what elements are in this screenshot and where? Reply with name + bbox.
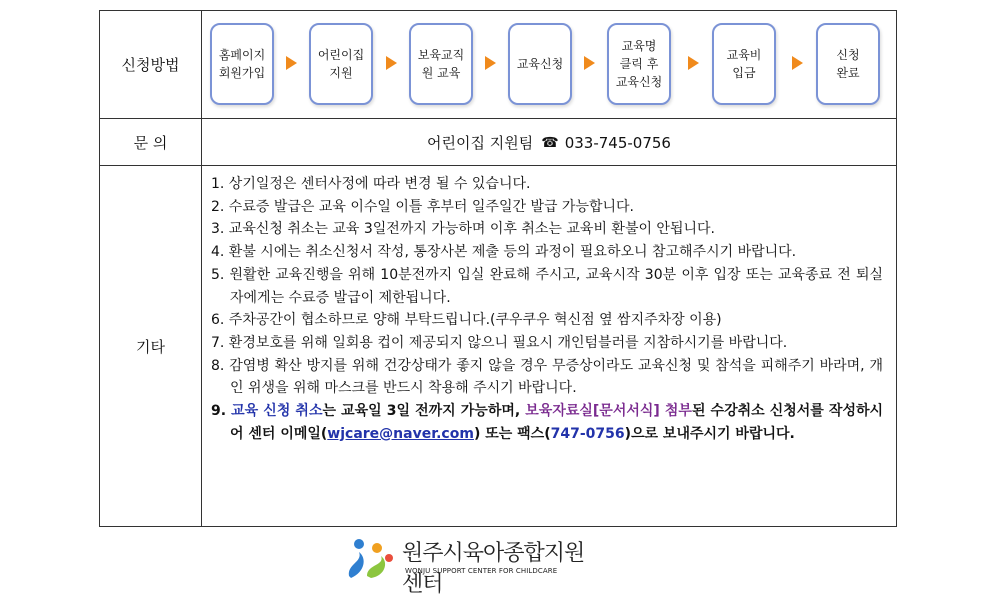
list-item: 2. 수료증 발급은 교육 이수일 이틀 후부터 일주일간 발급 가능합니다.: [211, 198, 635, 215]
item-text: 는 교육일 3일 전까지 가능하며,: [322, 403, 526, 420]
arrow-right-icon: [386, 56, 397, 70]
item-text: 된 수강취소 신청서를 작성하시어 센터 이메일(: [230, 403, 884, 442]
arrow-right-icon: [286, 56, 297, 70]
item-text: )으로 보내주시기 바랍니다.: [624, 425, 795, 442]
center-logo: [345, 536, 595, 597]
list-item: 7. 환경보호를 위해 일회용 컵이 제공되지 않으니 필요시 개인텀블러를 지참하시기를 바랍니다.: [211, 334, 788, 351]
step-homepage-signup: 홈페이지 회원가입: [210, 23, 274, 105]
arrow-right-icon: [485, 56, 496, 70]
contact-label: 문 의: [133, 133, 168, 152]
step-apply-education: 교육신청: [508, 23, 572, 105]
list-item: 8. 감염병 확산 방지를 위해 건강상태가 좋지 않을 경우 무증상이라도 교육신청 및 참석을 피해주기 바라며, 개인 위생을 위해 마스크를 반드시 착용해 주시기 바랍니다.: [211, 357, 883, 397]
phone-icon: ☎: [541, 134, 559, 151]
step-click-course: 교육명 클릭 후 교육신청: [607, 23, 671, 105]
step-daycare-support: 어린이집 지원: [309, 23, 373, 105]
fax-number: 747-0756: [550, 425, 625, 442]
notes-list: [211, 173, 883, 445]
item-number: 9.: [211, 403, 227, 420]
center-logo-icon: [345, 536, 397, 582]
item-text: ) 또는 팩스(: [473, 425, 551, 442]
contact-info: [202, 119, 896, 166]
info-table: [99, 10, 897, 527]
arrow-right-icon: [584, 56, 595, 70]
notes-label: 기타: [136, 337, 165, 356]
list-item: 5. 원활한 교육진행을 위해 10분전까지 입실 완료해 주시고, 교육시작 30분 이후 입장 또는 교육종료 전 퇴실자에게는 수료증 발급이 제한됩니다.: [211, 266, 883, 306]
cancel-highlight: 교육 신청 취소: [231, 403, 323, 420]
arrow-right-icon: [688, 56, 699, 70]
application-steps: [202, 11, 896, 118]
list-item: 1. 상기일정은 센터사정에 따라 변경 될 수 있습니다.: [211, 176, 531, 192]
logo-subtitle: WONJU SUPPORT CENTER FOR CHILDCARE: [405, 567, 558, 575]
archive-link[interactable]: 보육자료실[문서서식] 첨부: [525, 403, 692, 420]
list-item: 3. 교육신청 취소는 교육 3일전까지 가능하며 이후 취소는 교육비 환불이 안됩니다.: [211, 221, 715, 238]
contact-phone: 033-745-0756: [564, 133, 671, 152]
step-pay-fee: 교육비 입금: [712, 23, 776, 105]
application-label: 신청방법: [121, 56, 180, 74]
logo-title: 원주시육아종합지원센터: [402, 541, 585, 597]
email-link[interactable]: wjcare@naver.com: [327, 425, 474, 442]
list-item: 6. 주차공간이 협소하므로 양해 부탁드립니다.(쿠우쿠우 혁신점 옆 쌈지주차장 이용): [211, 312, 722, 329]
step-complete: 신청 완료: [816, 23, 880, 105]
list-item-cancellation: [211, 400, 883, 445]
arrow-right-icon: [792, 56, 803, 70]
list-item: 4. 환불 시에는 취소신청서 작성, 통장사본 제출 등의 과정이 필요하오니 참고해주시기 바랍니다.: [211, 244, 797, 261]
step-staff-education: 보육교직 원 교육: [409, 23, 473, 105]
contact-team: 어린이집 지원팀: [427, 134, 534, 152]
